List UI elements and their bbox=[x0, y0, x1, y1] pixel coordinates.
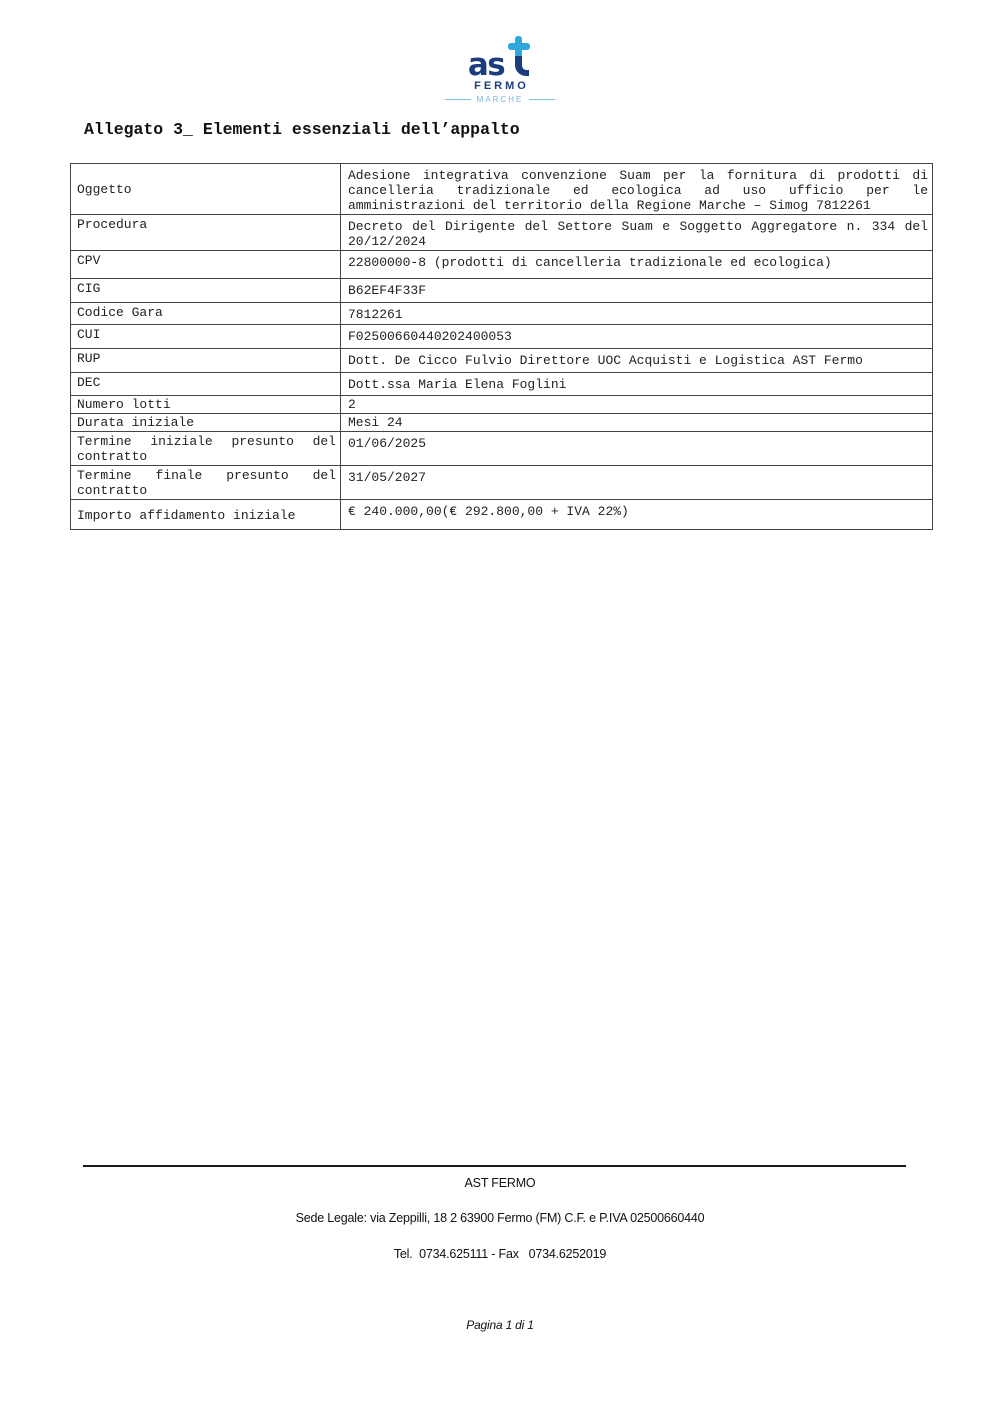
logo-divider-right bbox=[529, 99, 555, 100]
logo-text-fermo: FERMO bbox=[474, 80, 529, 92]
footer-address: Sede Legale: via Zeppilli, 18 2 63900 Fermo (FM) C.F. e P.IVA 02500660440 bbox=[295, 1211, 705, 1225]
table-row bbox=[71, 396, 933, 414]
row-value: Adesione integrativa convenzione Suam per la fornitura di prodotti di cancelleria tradizionale ed ecologica ad uso ufficio per le amministrazioni del territorio della Regione Marche – Simog 7812261 bbox=[341, 164, 933, 215]
row-label: CPV bbox=[71, 251, 341, 279]
row-value: 31/05/2027 bbox=[341, 466, 933, 500]
table-row bbox=[71, 279, 933, 303]
row-value: Dott.ssa Maria Elena Foglini bbox=[341, 373, 933, 396]
letter-t-stem bbox=[515, 56, 529, 76]
row-label: Codice Gara bbox=[71, 303, 341, 325]
contract-essentials-table bbox=[70, 163, 933, 530]
row-label: Termine finale presunto del contratto bbox=[71, 466, 341, 500]
footer-organization: AST FERMO bbox=[464, 1176, 536, 1190]
row-value: 7812261 bbox=[341, 303, 933, 325]
logo-divider-left bbox=[445, 99, 471, 100]
row-label: Oggetto bbox=[71, 164, 341, 215]
footer-divider bbox=[83, 1165, 906, 1167]
row-label: Termine iniziale presunto del contratto bbox=[71, 432, 341, 466]
table-row bbox=[71, 432, 933, 466]
row-label: CIG bbox=[71, 279, 341, 303]
table-row bbox=[71, 251, 933, 279]
table-row bbox=[71, 414, 933, 432]
row-value: F02500660440202400053 bbox=[341, 325, 933, 349]
table-row bbox=[71, 325, 933, 349]
row-value: 2 bbox=[341, 396, 933, 414]
row-value: Decreto del Dirigente del Settore Suam e Soggetto Aggregatore n. 334 del 20/12/2024 bbox=[341, 215, 933, 251]
table-row bbox=[71, 500, 933, 530]
logo-text-as: as bbox=[467, 47, 505, 83]
row-label: DEC bbox=[71, 373, 341, 396]
row-value: € 240.000,00(€ 292.800,00 + IVA 22%) bbox=[341, 500, 933, 530]
row-value: 01/06/2025 bbox=[341, 432, 933, 466]
row-label: Numero lotti bbox=[71, 396, 341, 414]
row-label: CUI bbox=[71, 325, 341, 349]
row-value: Dott. De Cicco Fulvio Direttore UOC Acquisti e Logistica AST Fermo bbox=[341, 349, 933, 373]
table-row bbox=[71, 303, 933, 325]
table-row bbox=[71, 215, 933, 251]
row-label: Procedura bbox=[71, 215, 341, 251]
table-row bbox=[71, 164, 933, 215]
table-row bbox=[71, 349, 933, 373]
row-value: 22800000-8 (prodotti di cancelleria tradizionale ed ecologica) bbox=[341, 251, 933, 279]
footer-phone-fax: Tel. 0734.625111 - Fax 0734.6252019 bbox=[393, 1247, 607, 1261]
page-number: Pagina 1 di 1 bbox=[466, 1318, 534, 1332]
logo-wordmark bbox=[0, 36, 1000, 83]
row-value: B62EF4F33F bbox=[341, 279, 933, 303]
logo-t-plus-icon bbox=[506, 36, 532, 76]
logo-text-marche: MARCHE bbox=[476, 95, 524, 104]
row-value: Mesi 24 bbox=[341, 414, 933, 432]
row-label: Durata iniziale bbox=[71, 414, 341, 432]
table-row bbox=[71, 466, 933, 500]
plus-icon-horizontal bbox=[508, 43, 530, 50]
row-label: RUP bbox=[71, 349, 341, 373]
ast-fermo-logo bbox=[0, 36, 1000, 104]
logo-marche-row bbox=[0, 95, 1000, 104]
page-title: Allegato 3_ Elementi essenziali dell’appalto bbox=[84, 120, 520, 139]
table-row bbox=[71, 373, 933, 396]
row-label: Importo affidamento iniziale bbox=[71, 500, 341, 530]
